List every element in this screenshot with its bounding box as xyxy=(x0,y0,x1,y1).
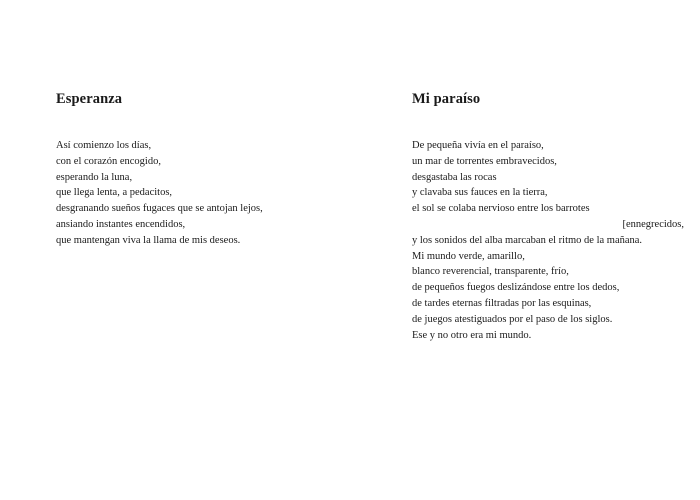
poem-line: y clavaba sus fauces en la tierra, xyxy=(412,187,548,199)
poem-title-esperanza: Esperanza xyxy=(56,91,123,107)
poem-line: con el corazón encogido, xyxy=(56,155,161,167)
poem-line: un mar de torrentes embravecidos, xyxy=(412,155,557,167)
poem-line: De pequeña vivía en el paraíso, xyxy=(412,140,544,151)
poem-line: que llega lenta, a pedacitos, xyxy=(56,187,173,199)
poem-line: de pequeños fuegos deslizándose entre los dedos, xyxy=(412,282,620,294)
poem-body-esperanza xyxy=(56,138,336,249)
right-page xyxy=(350,0,700,500)
poem-line: de tardes eternas filtradas por las esquinas, xyxy=(412,297,592,309)
poem-body-mi-paraiso xyxy=(412,138,694,343)
poem-line: desgastaba las rocas xyxy=(412,171,497,183)
poem-title-mi-paraiso: Mi paraíso xyxy=(412,91,481,107)
poem-line: [ennegrecidos, xyxy=(622,218,684,230)
poem-line: que mantengan viva la llama de mis deseos. xyxy=(56,234,241,246)
poem-line: esperando la luna, xyxy=(56,171,133,183)
poem-line: blanco reverencial, transparente, frío, xyxy=(412,266,569,278)
poem-line: desgranando sueños fugaces que se antojan lejos, xyxy=(56,203,263,215)
poem-line: y los sonidos del alba marcaban el ritmo de la mañana. xyxy=(412,234,643,246)
poem-line: el sol se colaba nervioso entre los barrotes xyxy=(412,203,590,215)
poem-line: Así comienzo los días, xyxy=(56,140,152,151)
poem-line: de juegos atestiguados por el paso de los siglos. xyxy=(412,313,613,325)
poem-line: Ese y no otro era mi mundo. xyxy=(412,329,532,341)
poem-line: ansiando instantes encendidos, xyxy=(56,218,186,230)
poem-line: Mi mundo verde, amarillo, xyxy=(412,250,525,262)
